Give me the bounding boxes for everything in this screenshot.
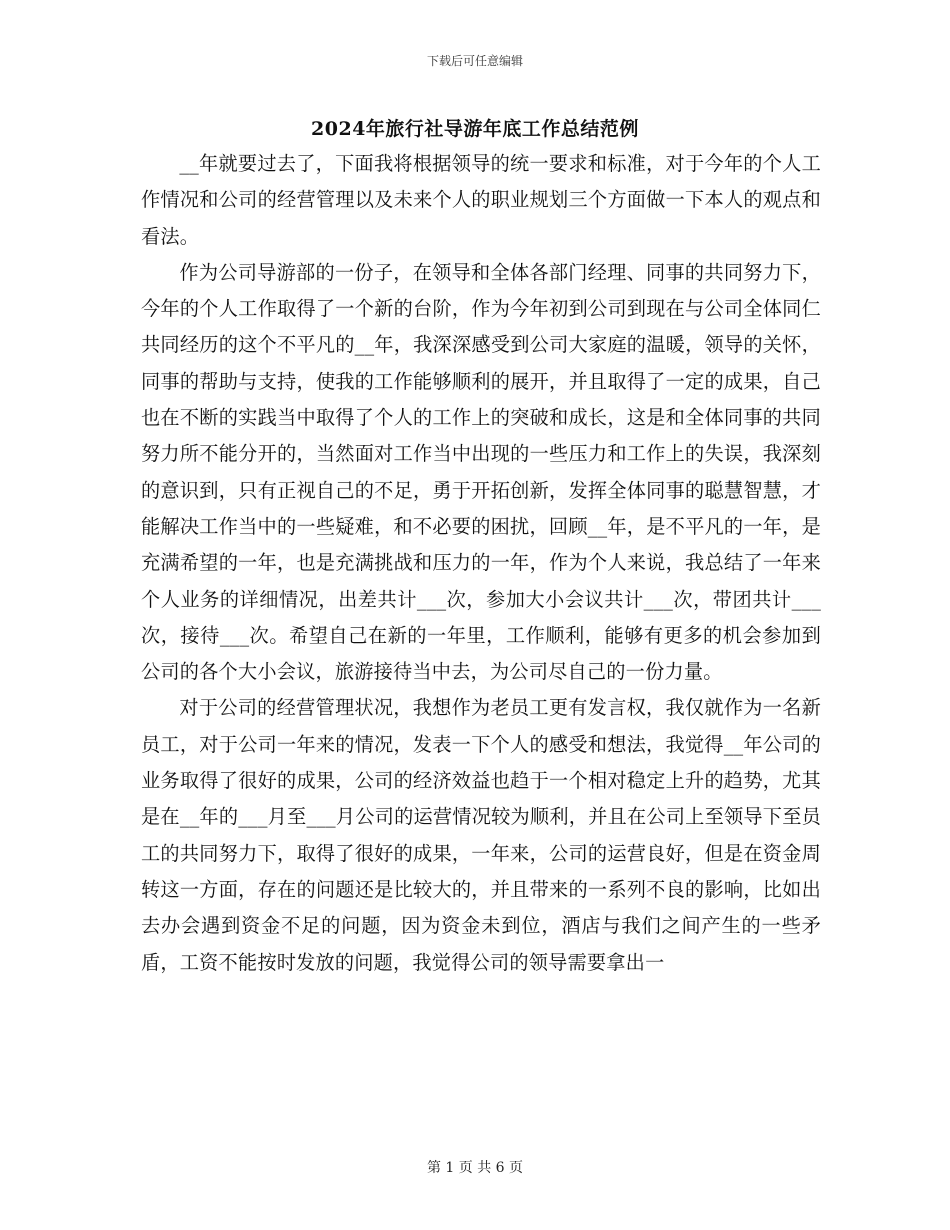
document-title: 2024年旅行社导游年底工作总结范例 <box>311 118 639 140</box>
paragraph-personal-work: 作为公司导游部的一份子，在领导和全体各部门经理、同事的共同努力下，今年的个人工作取得了一个新的台阶，作为今年初到公司到现在与公司全体同仁共同经历的这个不平凡的__年，我深深感受到公司大家庭的温暖，领导的关怀，同事的帮助与支持，使我的工作能够顺利的展开，并且取得了一定的成果，自己也在不断的实践当中取得了个人的工作上的突破和成长，这是和全体同事的共同努力所不能分开的，当然面对工作当中出现的一些压力和工作上的失误，我深刻的意识到，只有正视自己的不足，勇于开拓创新，发挥全体同事的聪慧智慧，才能解决工作当中的一些疑难，和不必要的困扰，回顾__年，是不平凡的一年，是充满希望的一年，也是充满挑战和压力的一年，作为个人来说，我总结了一年来个人业务的详细情况，出差共计___次，参加大小会议共计___次，带团共计___次，接待___次。希望自己在新的一年里，工作顺利，能够有更多的机会参加到公司的各个大小会议，旅游接待当中去，为公司尽自己的一份力量。 <box>141 260 821 684</box>
page-header-note: 下载后可任意编辑 <box>426 54 523 68</box>
page-number: 第 1 页 共 6 页 <box>426 1160 524 1176</box>
paragraph-company-management: 对于公司的经营管理状况，我想作为老员工更有发言权，我仅就作为一名新员工，对于公司一年来的情况，发表一下个人的感受和想法，我觉得__年公司的业务取得了很好的成果，公司的经济效益也趋于一个相对稳定上升的趋势，尤其是在__年的___月至___月公司的运营情况较为顺利，并且在公司上至领导下至员工的共同努力下，取得了很好的成果，一年来，公司的运营良好，但是在资金周转这一方面，存在的问题还是比较大的，并且带来的一系列不良的影响，比如出去办会遇到资金不足的问题，因为资金未到位，酒店与我们之间产生的一些矛盾，工资不能按时发放的问题，我觉得公司的领导需要拿出一 <box>141 696 821 974</box>
paragraph-intro: __年就要过去了，下面我将根据领导的统一要求和标准，对于今年的个人工作情况和公司的经营管理以及未来个人的职业规划三个方面做一下本人的观点和看法。 <box>141 152 821 248</box>
document-body <box>141 146 821 981</box>
